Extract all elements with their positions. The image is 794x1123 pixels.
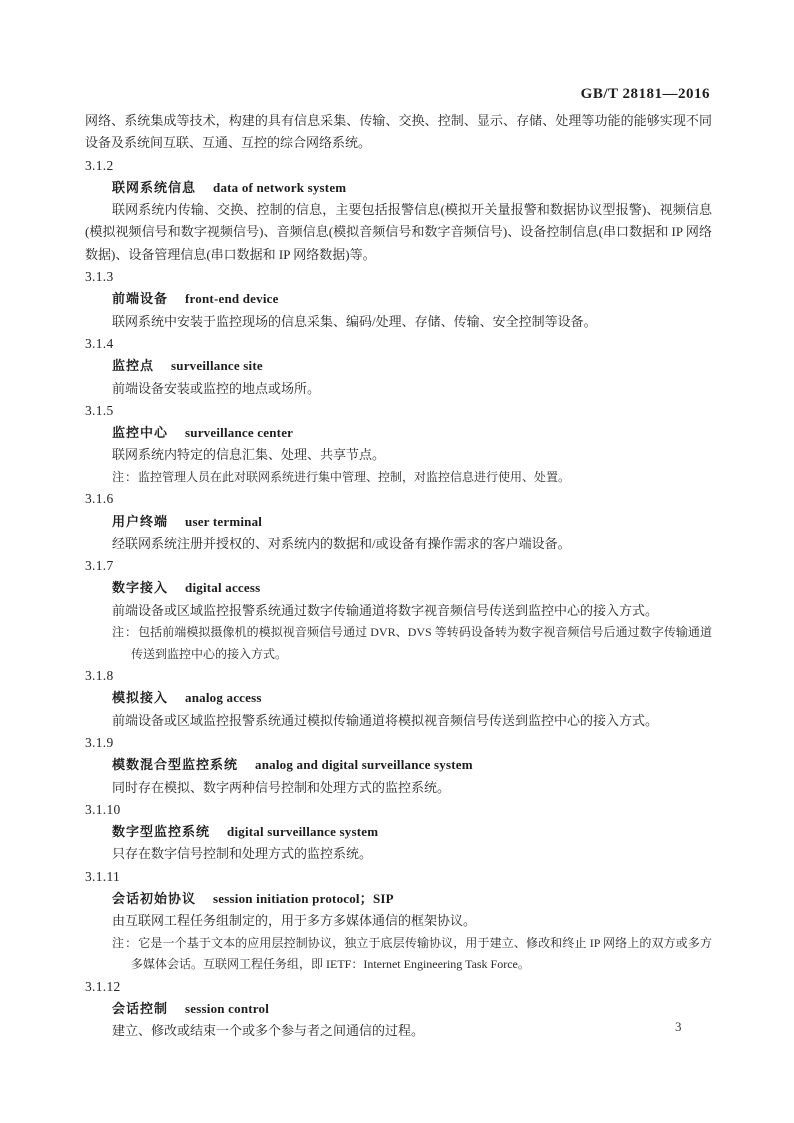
clause-number: 3.1.12 xyxy=(85,978,121,994)
term-zh: 模数混合型监控系统 xyxy=(112,757,239,773)
term-zh: 会话控制 xyxy=(112,1000,169,1016)
term-en: session control xyxy=(185,1000,270,1016)
term-heading xyxy=(85,422,712,444)
clause-number: 3.1.3 xyxy=(85,269,114,285)
doc-number-header: GB/T 28181—2016 xyxy=(580,86,710,102)
definition-paragraph: 由互联网工程任务组制定的，用于多方多媒体通信的框架协议。 xyxy=(112,913,477,929)
term-zh: 联网系统信息 xyxy=(112,179,197,195)
term-heading xyxy=(85,511,712,533)
clause-number: 3.1.9 xyxy=(85,734,114,750)
term-en: digital access xyxy=(185,580,261,596)
note-label: 注： xyxy=(112,625,139,640)
note-label: 注： xyxy=(112,469,139,484)
term-en: analog and digital surveillance system xyxy=(255,757,473,773)
term-heading xyxy=(85,888,712,910)
term-en: session initiation protocol；SIP xyxy=(213,891,394,906)
clause-number: 3.1.5 xyxy=(85,402,114,418)
term-heading xyxy=(85,754,712,776)
term-heading xyxy=(85,577,712,599)
definition-paragraph: 经联网系统注册并授权的、对系统内的数据和/或设备有操作需求的客户端设备。 xyxy=(112,535,571,551)
page-content xyxy=(85,110,712,1042)
term-en: user terminal xyxy=(185,513,263,529)
term-heading xyxy=(85,177,712,199)
term-zh: 数字型监控系统 xyxy=(112,824,211,840)
clause-number: 3.1.7 xyxy=(85,558,114,574)
note xyxy=(85,933,712,976)
definition-paragraph: 建立、修改或结束一个或多个参与者之间通信的过程。 xyxy=(112,1023,425,1039)
term-heading xyxy=(85,288,712,310)
definition-paragraph: 联网系统内特定的信息汇集、处理、共享节点。 xyxy=(112,447,386,463)
note-text: 它是一个基于文本的应用层控制协议，独立于底层传输协议，用于建立、修改和终止 IP 网络上的双方或多方多媒体会话。互联网工程任务组，即 IETF：Internet Engineering Task Force。 xyxy=(131,935,712,972)
term-zh: 监控中心 xyxy=(112,425,169,441)
definition-paragraph: 联网系统内传输、交换、控制的信息，主要包括报警信息(模拟开关量报警和数据协议型报警)、视频信息(模拟视频信号和数字视频信号)、音频信息(模拟音频信号和数字音频信号)、设备控制信息(串口数据和 IP 网络数据)、设备管理信息(串口数据和 IP 网络数据)等。 xyxy=(85,202,712,262)
term-en: front-end device xyxy=(185,291,279,307)
clause-number: 3.1.6 xyxy=(85,491,114,507)
term-zh: 监控点 xyxy=(112,358,155,374)
term-en: surveillance site xyxy=(171,358,263,374)
clause-number: 3.1.4 xyxy=(85,335,114,351)
note xyxy=(85,622,712,665)
definition-paragraph: 只存在数字信号控制和处理方式的监控系统。 xyxy=(112,846,373,862)
term-en: data of network system xyxy=(213,179,347,195)
note-label: 注： xyxy=(112,935,139,950)
note-text: 监控管理人员在此对联网系统进行集中管理、控制，对监控信息进行使用、处置。 xyxy=(138,469,571,484)
term-zh: 数字接入 xyxy=(112,580,169,596)
note xyxy=(85,467,712,489)
definition-paragraph: 网络、系统集成等技术，构建的具有信息采集、传输、交换、控制、显示、存储、处理等功能的能够实现不同设备及系统间互联、互通、互控的综合网络系统。 xyxy=(85,113,712,151)
definition-paragraph: 前端设备或区域监控报警系统通过模拟传输通道将模拟视音频信号传送到监控中心的接入方式。 xyxy=(112,712,659,728)
definition-paragraph: 前端设备或区域监控报警系统通过数字传输通道将数字视音频信号传送到监控中心的接入方式。 xyxy=(112,602,659,618)
term-zh: 前端设备 xyxy=(112,291,169,307)
term-zh: 模拟接入 xyxy=(112,690,169,706)
definition-paragraph: 联网系统中安装于监控现场的信息采集、编码/处理、存储、传输、安全控制等设备。 xyxy=(112,313,597,329)
term-en: analog access xyxy=(185,690,262,706)
clause-number: 3.1.11 xyxy=(85,868,121,884)
clause-number: 3.1.10 xyxy=(85,801,121,817)
clause-number: 3.1.8 xyxy=(85,668,114,684)
term-en: surveillance center xyxy=(185,425,294,441)
term-zh: 用户终端 xyxy=(112,513,169,529)
note-text: 包括前端模拟摄像机的模拟视音频信号通过 DVR、DVS 等转码设备转为数字视音频信号后通过数字传输通道传送到监控中心的接入方式。 xyxy=(131,625,712,661)
term-zh: 会话初始协议 xyxy=(112,891,197,906)
term-heading xyxy=(85,355,712,377)
page-number: 3 xyxy=(675,1019,682,1034)
clause-number: 3.1.2 xyxy=(85,157,114,173)
term-heading xyxy=(85,821,712,843)
term-en: digital surveillance system xyxy=(227,824,379,840)
definition-paragraph: 前端设备安装或监控的地点或场所。 xyxy=(112,380,321,396)
term-heading xyxy=(85,687,712,709)
definition-paragraph: 同时存在模拟、数字两种信号控制和处理方式的监控系统。 xyxy=(112,779,451,795)
term-heading xyxy=(85,998,712,1020)
